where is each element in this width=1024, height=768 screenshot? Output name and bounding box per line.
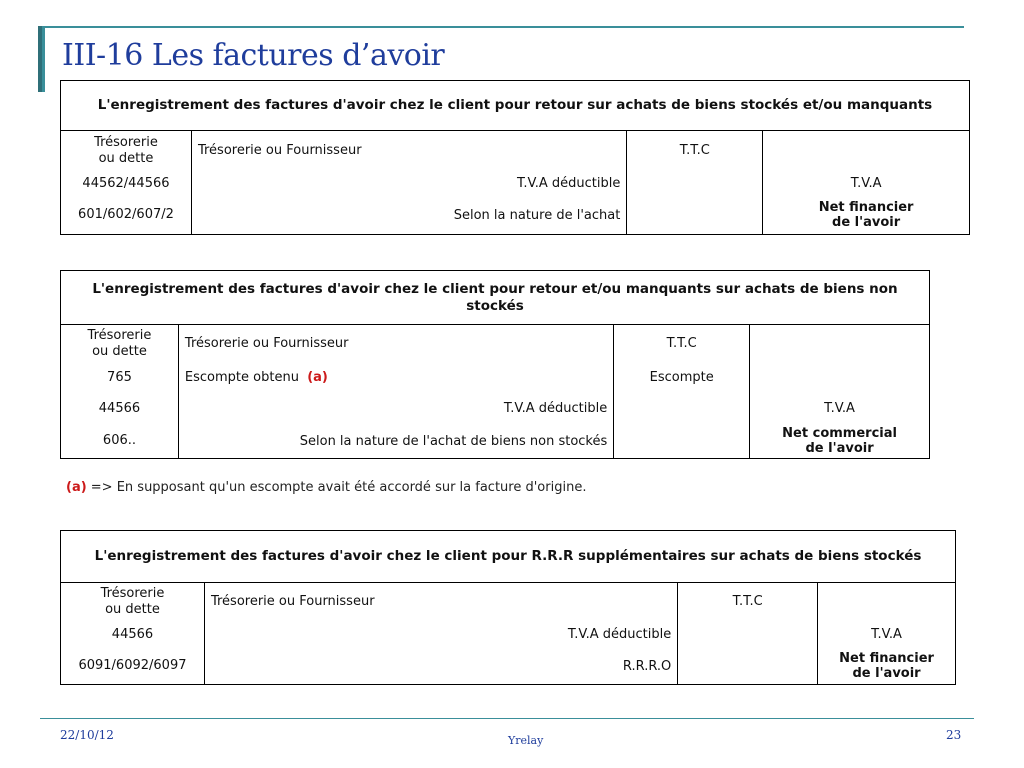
table-row	[61, 649, 956, 685]
label-cell: Trésorerie ou Fournisseur	[178, 325, 613, 363]
account-cell: 765	[61, 363, 179, 393]
debit-cell: Escompte	[614, 363, 750, 393]
label-text: Escompte obtenu	[184, 370, 299, 385]
credit-cell	[763, 131, 970, 171]
credit-line: Net financier	[839, 651, 934, 667]
table-heading: L'enregistrement des factures d'avoir chez le client pour retour sur achats de biens stockés et/ou manquants	[61, 81, 970, 131]
credit-cell: T.V.A	[750, 393, 930, 425]
label-cell: Selon la nature de l'achat de biens non stockés	[178, 425, 613, 459]
table-row	[61, 621, 956, 649]
table-heading: L'enregistrement des factures d'avoir chez le client pour retour et/ou manquants sur achats de biens non stockés	[61, 271, 930, 325]
table-row	[61, 393, 930, 425]
footer-author: Yrelay	[508, 734, 544, 747]
footnote-ref: (a)	[66, 480, 87, 495]
label-cell: Trésorerie ou Fournisseur	[204, 583, 677, 621]
account-cell: 606..	[61, 425, 179, 459]
table-row	[61, 171, 970, 197]
account-cell: 6091/6092/6097	[61, 649, 205, 685]
credit-cell	[750, 325, 930, 363]
account-line: Trésorerie	[94, 134, 158, 150]
label-cell: T.V.A déductible	[204, 621, 677, 649]
credit-line: Net commercial	[782, 426, 897, 442]
credit-cell: T.V.A	[818, 621, 956, 649]
frame-top-rule	[42, 26, 964, 28]
credit-line: Net financier	[818, 200, 914, 216]
debit-cell: T.T.C	[614, 325, 750, 363]
debit-cell	[627, 197, 763, 235]
credit-line: de l'avoir	[852, 666, 921, 682]
table-row	[61, 425, 930, 459]
credit-cell	[818, 583, 956, 621]
account-line: ou dette	[105, 601, 160, 617]
account-cell	[61, 583, 205, 621]
credit-cell	[750, 363, 930, 393]
account-line: Trésorerie	[87, 327, 152, 343]
table-row	[61, 583, 956, 621]
table-row	[61, 131, 970, 171]
label-cell: T.V.A déductible	[178, 393, 613, 425]
entry-table-stocked-returns	[60, 80, 970, 235]
label-cell: Trésorerie ou Fournisseur	[191, 131, 626, 171]
account-cell: 44562/44566	[61, 171, 192, 197]
label-cell: R.R.R.O	[204, 649, 677, 685]
debit-cell	[614, 425, 750, 459]
debit-cell	[678, 649, 818, 685]
account-cell: 601/602/607/2	[61, 197, 192, 235]
debit-cell: T.T.C	[627, 131, 763, 171]
debit-cell	[627, 171, 763, 197]
account-line: ou dette	[92, 343, 147, 359]
credit-cell	[750, 425, 930, 459]
credit-line: de l'avoir	[832, 215, 901, 231]
frame-left-rule	[42, 26, 45, 92]
table-row	[61, 363, 930, 393]
debit-cell	[678, 621, 818, 649]
footnote	[66, 480, 586, 495]
table-row	[61, 325, 930, 363]
footer-date: 22/10/12	[60, 728, 114, 742]
credit-cell	[763, 197, 970, 235]
account-line: ou dette	[98, 150, 154, 166]
label-cell	[178, 363, 613, 393]
credit-cell: T.V.A	[763, 171, 970, 197]
credit-cell	[818, 649, 956, 685]
debit-cell: T.T.C	[678, 583, 818, 621]
label-cell: T.V.A déductible	[191, 171, 626, 197]
footer-rule	[40, 718, 974, 719]
debit-cell	[614, 393, 750, 425]
account-cell	[61, 325, 179, 363]
account-cell: 44566	[61, 621, 205, 649]
table-heading: L'enregistrement des factures d'avoir chez le client pour R.R.R supplémentaires sur achats de biens stockés	[61, 531, 956, 583]
account-line: Trésorerie	[100, 585, 165, 601]
account-cell: 44566	[61, 393, 179, 425]
entry-table-rrr	[60, 530, 956, 685]
footnote-text: => En supposant qu'un escompte avait été accordé sur la facture d'origine.	[86, 480, 587, 495]
account-cell	[61, 131, 192, 171]
label-cell: Selon la nature de l'achat	[191, 197, 626, 235]
entry-table-non-stocked	[60, 270, 930, 459]
table-row	[61, 197, 970, 235]
slide-title: III-16 Les factures d’avoir	[62, 38, 445, 73]
footnote-ref: (a)	[307, 370, 328, 385]
footer-page-number: 23	[946, 728, 962, 742]
credit-line: de l'avoir	[805, 441, 874, 457]
